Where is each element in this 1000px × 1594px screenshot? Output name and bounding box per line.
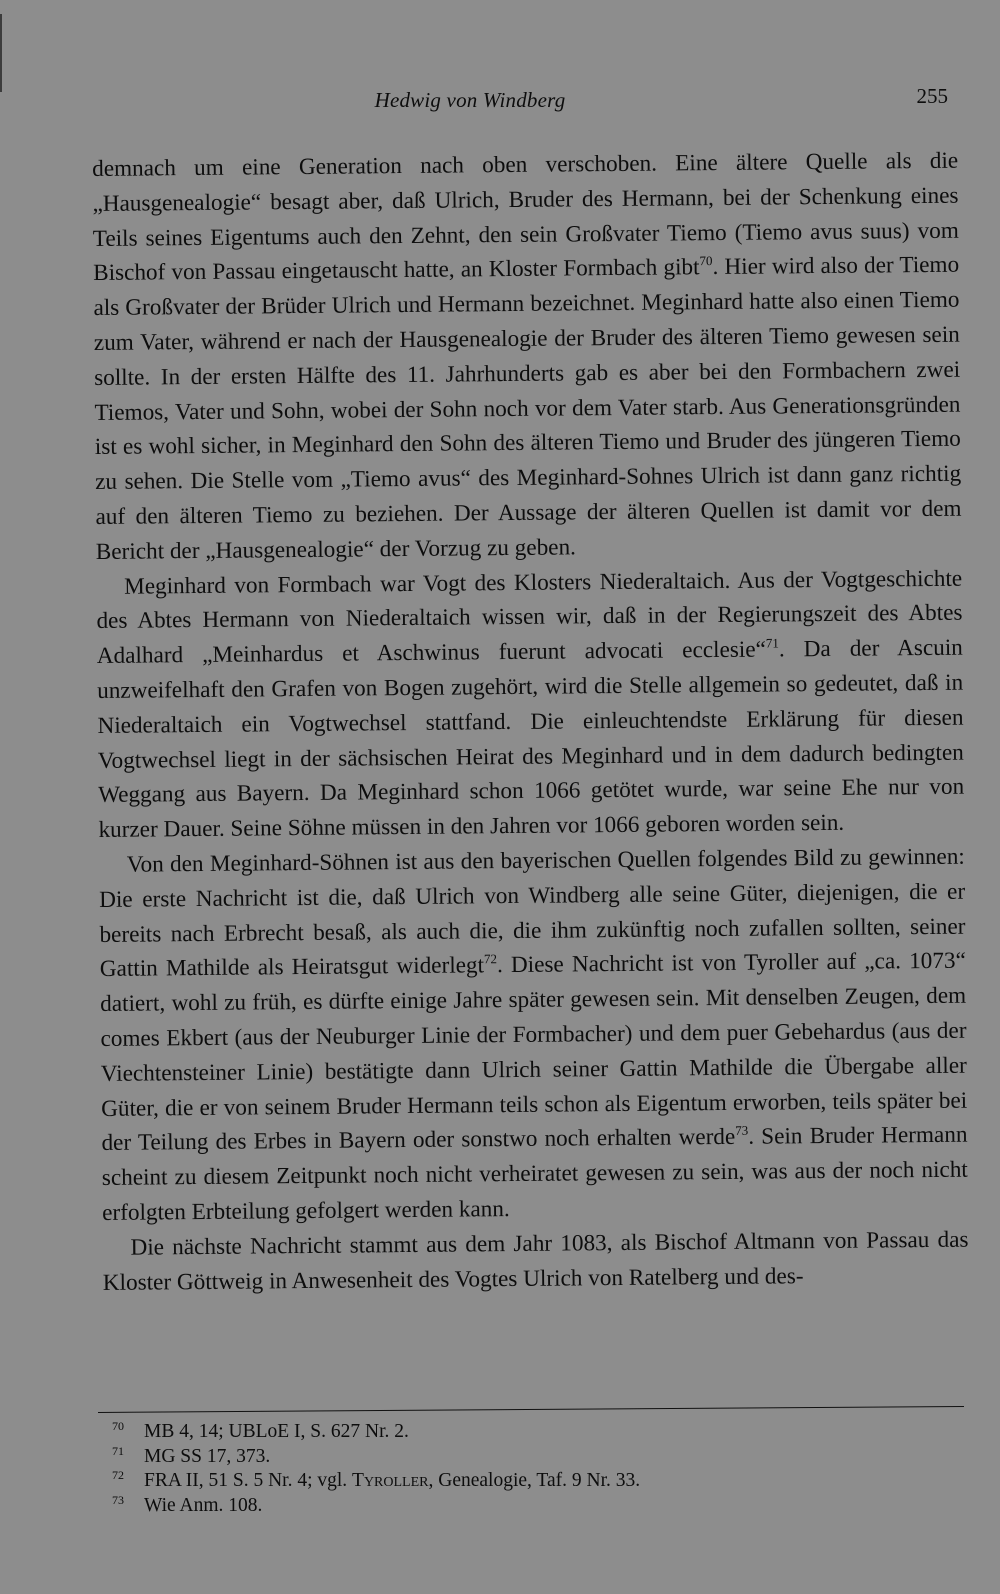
footnote-text: MB 4, 14; UBLoE I, S. 627 Nr. 2. [144,1421,409,1442]
paragraph-4 [102,1222,969,1300]
paragraph-text: Die nächste Nachricht stammt aus dem Jahr 1083, als Bischof Altmann von Passau das Kloster Göttweig in Anwesenheit des Vogtes Ulrich von Ratelberg und des- [102,1226,969,1296]
footnote-73: 73 Wie Anm. 108. [112,1492,263,1516]
scan-edge-mark [0,14,2,92]
footnote-text: Wie Anm. 108. [144,1494,263,1516]
footnote-author: Tyroller [352,1470,429,1491]
footnote-ref-70[interactable]: 70 [699,253,713,269]
paragraph-3 [99,840,969,1231]
footnote-divider [98,1406,964,1413]
paragraph-text: demnach um eine Generation nach oben verschoben. Eine ältere Quelle als die „Hausgenealogie“ besagt aber, daß Ulrich, Bruder des Hermann, bei der Schenkung eines Teils seines Eigentums auch den Zehnt, den sein Großvater Tiemo (Tiemo avus suus) vom Bischof von Passau eingetauscht hatte, an Kloster Formbach gibt [92,147,959,287]
page-number: 255 [916,84,948,108]
footnote-text: , Genealogie, Taf. 9 Nr. 33. [428,1470,641,1491]
footnote-ref-71[interactable]: 71 [765,635,779,651]
paragraph-text: . Hier wird also der Tiemo als Großvater der Brüder Ulrich und Hermann bezeichnet. Meginhard hatte also einen Tiemo zum Vater, während er nach der Hausgenealogie der Bruder des älteren Tiemo gewesen sein sollte. In der ersten Hälfte des 11. Jahrhunderts gab es aber bei den Formbachern zwei Tiemos, Vater und Sohn, wobei der Sohn noch vor dem Vater starb. Aus Generationsgründen ist es wohl sicher, in Meginhard den Sohn des älteren Tiemo und Bruder des jüngeren Tiemo zu sehen. Die Stelle vom „Tiemo avus“ des Meginhard-Sohnes Ulrich ist dann ganz richtig auf den älteren Tiemo zu beziehen. Der Aussage der älteren Quellen ist damit vor dem Bericht der „Hausgenealogie“ der Vorzug zu geben. [93,252,962,565]
footnote-text: MG SS 17, 373. [144,1445,271,1467]
paragraph-text: Von den Meginhard-Söhnen ist aus den bayerischen Quellen folgendes Bild zu gewinnen: Die erste Nachricht ist die, daß Ulrich von Windberg alle seine Güter, diejenigen, die er bereits nach Erbrecht besaß, als auch die, die ihm zukünftig noch zufallen sollten, seiner Gattin Mathilde als Heiratsgut widerlegt [99,843,966,983]
footnote-ref-72[interactable]: 72 [483,951,498,967]
paragraph-text: . Sein Bruder Hermann scheint zu diesem Zeitpunkt noch nicht verheiratet gewesen zu sein, was aus der noch nicht erfolgten Erbteilung gefolgert werden kann. [101,1121,968,1226]
paragraph-text: . Da der Ascuin unzweifelhaft den Grafen von Bogen zugehört, wird die Stelle allgemein so gedeutet, daß in Niederaltaich ein Vogtwechsel stattfand. Die einleuchtendste Erklärung für diesen Vogtwechsel liegt in der sächsischen Heirat des Meginhard und in dem dadurch bedingten Weggang aus Bayern. Da Meginhard schon 1066 getötet wurde, war seine Ehe nur von kurzer Dauer. Seine Söhne müssen in den Jahren vor 1066 geboren worden sein. [97,634,965,844]
page-header [0,86,1000,120]
paragraph-1 [92,144,962,570]
footnotes [112,1420,932,1518]
paragraph-2 [96,561,965,848]
paragraph-text: Meginhard von Formbach war Vogt des Klosters Niederaltaich. Aus der Vogtgeschichte des Abtes Hermann von Niederaltaich wissen wir, daß in der Regierungszeit des Abtes Adalhard „Meinhardus et Aschwinus fuerunt advocati ecclesie“ [96,565,963,670]
footnote-text: FRA II, 51 S. 5 Nr. 4; vgl. [144,1470,353,1491]
footnote-71: 71 MG SS 17, 373. [112,1443,271,1467]
main-text [92,144,969,1301]
footnote-ref-73[interactable]: 73 [735,1123,749,1139]
running-title: Hedwig von Windberg [374,88,566,112]
footnote-72: 72 FRA II, 51 S. 5 Nr. 4; vgl. Tyroller, Genealogie, Taf. 9 Nr. 33. [112,1468,641,1491]
paragraph-text: . Diese Nachricht ist von Tyroller auf „ca. 1073“ datiert, wohl zu früh, es dürfte einige Jahre später gewesen sein. Mit denselben Zeugen, dem comes Ekbert (aus der Neuburger Linie der Formbacher) und dem puer Gebehardus (aus der Viechtensteiner Linie) bestätigte dann Ulrich seiner Gattin Mathilde die Übergabe aller Güter, die er von seinem Bruder Hermann teils schon als Eigentum erworben, teils später bei der Teilung des Erbes in Bayern oder sonstwo noch erhalten werde [100,947,968,1157]
footnote-70: 70 MB 4, 14; UBLoE I, S. 627 Nr. 2. [112,1419,409,1442]
